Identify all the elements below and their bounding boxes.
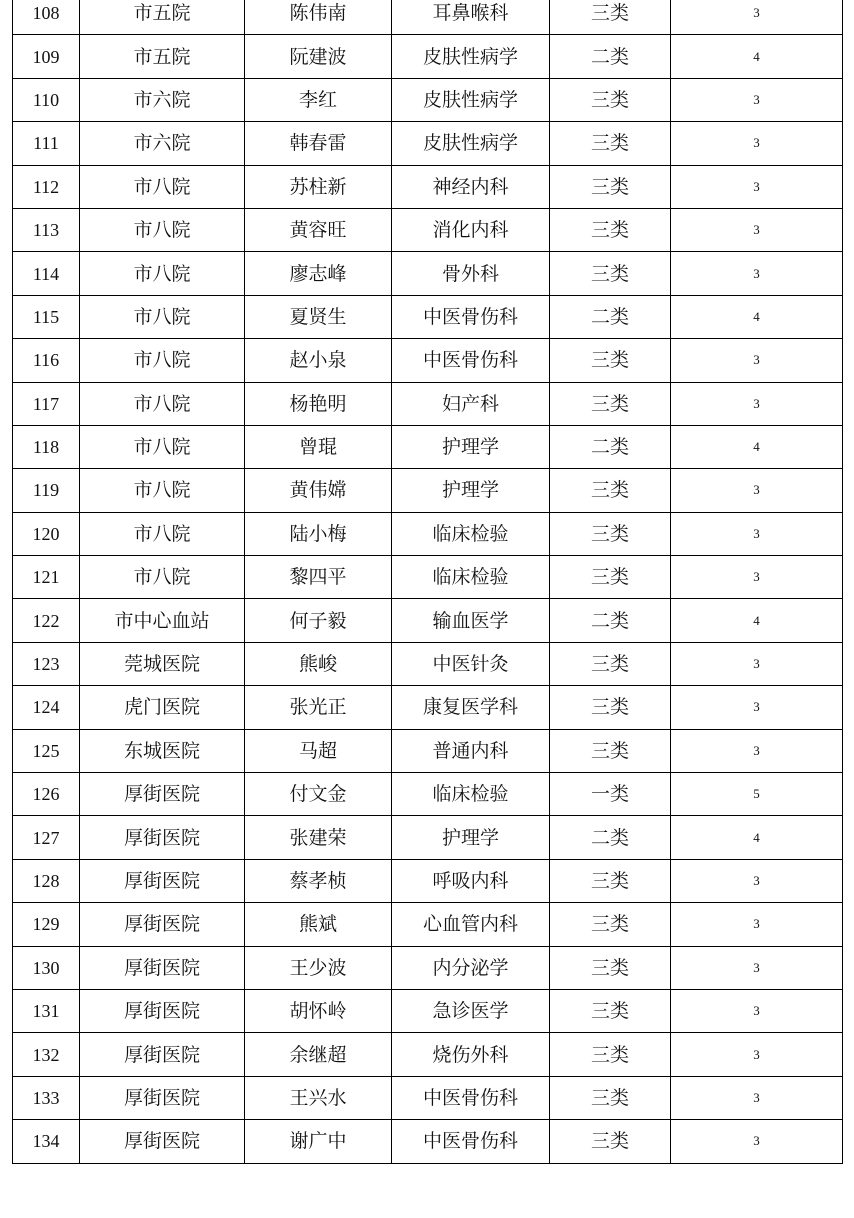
unit-cell: 市八院 — [80, 556, 245, 599]
person-name-cell: 黄伟嫦 — [245, 469, 392, 512]
table-row — [13, 642, 843, 685]
specialty-cell: 普通内科 — [392, 729, 550, 772]
table-row — [13, 903, 843, 946]
specialty-cell: 康复医学科 — [392, 686, 550, 729]
category-cell: 三类 — [550, 339, 671, 382]
category-cell: 二类 — [550, 816, 671, 859]
person-name-cell: 黄容旺 — [245, 208, 392, 251]
person-name-cell: 何子毅 — [245, 599, 392, 642]
table-row — [13, 859, 843, 902]
row-number-cell: 110 — [13, 78, 80, 121]
row-number-cell: 109 — [13, 35, 80, 78]
category-cell: 三类 — [550, 859, 671, 902]
row-number-cell: 128 — [13, 859, 80, 902]
specialty-cell: 皮肤性病学 — [392, 35, 550, 78]
row-number-cell: 116 — [13, 339, 80, 382]
row-number-cell: 111 — [13, 122, 80, 165]
score-cell: 3 — [671, 903, 843, 946]
table-row — [13, 686, 843, 729]
unit-cell: 市中心血站 — [80, 599, 245, 642]
category-cell: 三类 — [550, 512, 671, 555]
row-number-cell: 126 — [13, 773, 80, 816]
specialty-cell: 输血医学 — [392, 599, 550, 642]
table-row — [13, 816, 843, 859]
score-cell: 3 — [671, 339, 843, 382]
unit-cell: 市五院 — [80, 0, 245, 35]
score-cell: 3 — [671, 0, 843, 35]
category-cell: 三类 — [550, 903, 671, 946]
person-name-cell: 王少波 — [245, 946, 392, 989]
score-cell: 3 — [671, 122, 843, 165]
category-cell: 三类 — [550, 0, 671, 35]
score-cell: 3 — [671, 1076, 843, 1119]
row-number-cell: 117 — [13, 382, 80, 425]
table-row — [13, 729, 843, 772]
row-number-cell: 131 — [13, 989, 80, 1032]
score-cell: 3 — [671, 78, 843, 121]
person-name-cell: 陈伟南 — [245, 0, 392, 35]
score-cell: 5 — [671, 773, 843, 816]
unit-cell: 市六院 — [80, 122, 245, 165]
category-cell: 三类 — [550, 122, 671, 165]
unit-cell: 厚街医院 — [80, 989, 245, 1032]
category-cell: 一类 — [550, 773, 671, 816]
unit-cell: 厚街医院 — [80, 773, 245, 816]
row-number-cell: 108 — [13, 0, 80, 35]
specialty-cell: 妇产科 — [392, 382, 550, 425]
row-number-cell: 119 — [13, 469, 80, 512]
table-row — [13, 599, 843, 642]
unit-cell: 厚街医院 — [80, 946, 245, 989]
table-row — [13, 78, 843, 121]
unit-cell: 市八院 — [80, 469, 245, 512]
row-number-cell: 123 — [13, 642, 80, 685]
person-name-cell: 赵小泉 — [245, 339, 392, 382]
unit-cell: 厚街医院 — [80, 859, 245, 902]
row-number-cell: 114 — [13, 252, 80, 295]
category-cell: 三类 — [550, 78, 671, 121]
row-number-cell: 134 — [13, 1120, 80, 1163]
specialty-cell: 心血管内科 — [392, 903, 550, 946]
table-row — [13, 556, 843, 599]
person-name-cell: 韩春雷 — [245, 122, 392, 165]
score-cell: 3 — [671, 208, 843, 251]
category-cell: 二类 — [550, 425, 671, 468]
table-row — [13, 989, 843, 1032]
row-number-cell: 113 — [13, 208, 80, 251]
score-cell: 3 — [671, 165, 843, 208]
specialty-cell: 骨外科 — [392, 252, 550, 295]
unit-cell: 东城医院 — [80, 729, 245, 772]
person-name-cell: 蔡孝桢 — [245, 859, 392, 902]
score-cell: 4 — [671, 599, 843, 642]
unit-cell: 市八院 — [80, 208, 245, 251]
specialty-cell: 临床检验 — [392, 556, 550, 599]
score-cell: 3 — [671, 1120, 843, 1163]
specialty-cell: 急诊医学 — [392, 989, 550, 1032]
score-cell: 4 — [671, 425, 843, 468]
category-cell: 二类 — [550, 35, 671, 78]
score-cell: 3 — [671, 1033, 843, 1076]
specialty-cell: 中医针灸 — [392, 642, 550, 685]
unit-cell: 市八院 — [80, 425, 245, 468]
score-cell: 3 — [671, 686, 843, 729]
person-name-cell: 熊斌 — [245, 903, 392, 946]
category-cell: 三类 — [550, 642, 671, 685]
category-cell: 三类 — [550, 252, 671, 295]
unit-cell: 市六院 — [80, 78, 245, 121]
person-name-cell: 熊峻 — [245, 642, 392, 685]
unit-cell: 市八院 — [80, 512, 245, 555]
row-number-cell: 132 — [13, 1033, 80, 1076]
table-row — [13, 946, 843, 989]
specialty-cell: 耳鼻喉科 — [392, 0, 550, 35]
specialty-cell: 皮肤性病学 — [392, 78, 550, 121]
person-name-cell: 李红 — [245, 78, 392, 121]
unit-cell: 市八院 — [80, 252, 245, 295]
category-cell: 三类 — [550, 729, 671, 772]
unit-cell: 厚街医院 — [80, 1076, 245, 1119]
specialty-cell: 中医骨伤科 — [392, 1076, 550, 1119]
person-name-cell: 苏柱新 — [245, 165, 392, 208]
score-cell: 3 — [671, 642, 843, 685]
table-row — [13, 469, 843, 512]
row-number-cell: 124 — [13, 686, 80, 729]
score-cell: 3 — [671, 469, 843, 512]
unit-cell: 厚街医院 — [80, 816, 245, 859]
specialty-cell: 神经内科 — [392, 165, 550, 208]
row-number-cell: 130 — [13, 946, 80, 989]
roster-table — [12, 0, 843, 1164]
row-number-cell: 112 — [13, 165, 80, 208]
specialty-cell: 中医骨伤科 — [392, 1120, 550, 1163]
score-cell: 3 — [671, 556, 843, 599]
category-cell: 三类 — [550, 989, 671, 1032]
specialty-cell: 内分泌学 — [392, 946, 550, 989]
specialty-cell: 消化内科 — [392, 208, 550, 251]
person-name-cell: 阮建波 — [245, 35, 392, 78]
score-cell: 3 — [671, 859, 843, 902]
table-row — [13, 773, 843, 816]
person-name-cell: 余继超 — [245, 1033, 392, 1076]
unit-cell: 市八院 — [80, 339, 245, 382]
person-name-cell: 曾琨 — [245, 425, 392, 468]
score-cell: 3 — [671, 252, 843, 295]
category-cell: 三类 — [550, 1076, 671, 1119]
person-name-cell: 王兴水 — [245, 1076, 392, 1119]
table-row — [13, 382, 843, 425]
score-cell: 4 — [671, 816, 843, 859]
specialty-cell: 中医骨伤科 — [392, 295, 550, 338]
table-row — [13, 512, 843, 555]
category-cell: 三类 — [550, 1120, 671, 1163]
category-cell: 三类 — [550, 469, 671, 512]
category-cell: 二类 — [550, 599, 671, 642]
specialty-cell: 烧伤外科 — [392, 1033, 550, 1076]
table-row — [13, 122, 843, 165]
person-name-cell: 马超 — [245, 729, 392, 772]
score-cell: 3 — [671, 989, 843, 1032]
person-name-cell: 廖志峰 — [245, 252, 392, 295]
score-cell: 3 — [671, 946, 843, 989]
specialty-cell: 护理学 — [392, 816, 550, 859]
row-number-cell: 127 — [13, 816, 80, 859]
table-row — [13, 208, 843, 251]
score-cell: 3 — [671, 512, 843, 555]
person-name-cell: 胡怀岭 — [245, 989, 392, 1032]
score-cell: 4 — [671, 35, 843, 78]
table-row — [13, 1120, 843, 1163]
person-name-cell: 杨艳明 — [245, 382, 392, 425]
person-name-cell: 张建荣 — [245, 816, 392, 859]
table-row — [13, 1033, 843, 1076]
specialty-cell: 临床检验 — [392, 512, 550, 555]
category-cell: 三类 — [550, 1033, 671, 1076]
row-number-cell: 125 — [13, 729, 80, 772]
table-row — [13, 295, 843, 338]
row-number-cell: 133 — [13, 1076, 80, 1119]
unit-cell: 厚街医院 — [80, 1033, 245, 1076]
score-cell: 3 — [671, 382, 843, 425]
category-cell: 三类 — [550, 946, 671, 989]
person-name-cell: 黎四平 — [245, 556, 392, 599]
person-name-cell: 张光正 — [245, 686, 392, 729]
specialty-cell: 临床检验 — [392, 773, 550, 816]
table-row — [13, 1076, 843, 1119]
unit-cell: 莞城医院 — [80, 642, 245, 685]
row-number-cell: 121 — [13, 556, 80, 599]
unit-cell: 厚街医院 — [80, 1120, 245, 1163]
score-cell: 4 — [671, 295, 843, 338]
category-cell: 三类 — [550, 165, 671, 208]
unit-cell: 厚街医院 — [80, 903, 245, 946]
table-row — [13, 0, 843, 35]
row-number-cell: 129 — [13, 903, 80, 946]
row-number-cell: 115 — [13, 295, 80, 338]
row-number-cell: 120 — [13, 512, 80, 555]
unit-cell: 虎门医院 — [80, 686, 245, 729]
unit-cell: 市五院 — [80, 35, 245, 78]
category-cell: 三类 — [550, 556, 671, 599]
person-name-cell: 付文金 — [245, 773, 392, 816]
category-cell: 三类 — [550, 208, 671, 251]
specialty-cell: 中医骨伤科 — [392, 339, 550, 382]
unit-cell: 市八院 — [80, 295, 245, 338]
person-name-cell: 陆小梅 — [245, 512, 392, 555]
category-cell: 三类 — [550, 382, 671, 425]
specialty-cell: 护理学 — [392, 469, 550, 512]
table-row — [13, 252, 843, 295]
score-cell: 3 — [671, 729, 843, 772]
person-name-cell: 谢广中 — [245, 1120, 392, 1163]
unit-cell: 市八院 — [80, 382, 245, 425]
table-row — [13, 35, 843, 78]
specialty-cell: 护理学 — [392, 425, 550, 468]
row-number-cell: 122 — [13, 599, 80, 642]
table-row — [13, 339, 843, 382]
specialty-cell: 呼吸内科 — [392, 859, 550, 902]
table-row — [13, 425, 843, 468]
category-cell: 二类 — [550, 295, 671, 338]
unit-cell: 市八院 — [80, 165, 245, 208]
row-number-cell: 118 — [13, 425, 80, 468]
table-row — [13, 165, 843, 208]
roster-table-body — [13, 0, 843, 1163]
specialty-cell: 皮肤性病学 — [392, 122, 550, 165]
category-cell: 三类 — [550, 686, 671, 729]
person-name-cell: 夏贤生 — [245, 295, 392, 338]
